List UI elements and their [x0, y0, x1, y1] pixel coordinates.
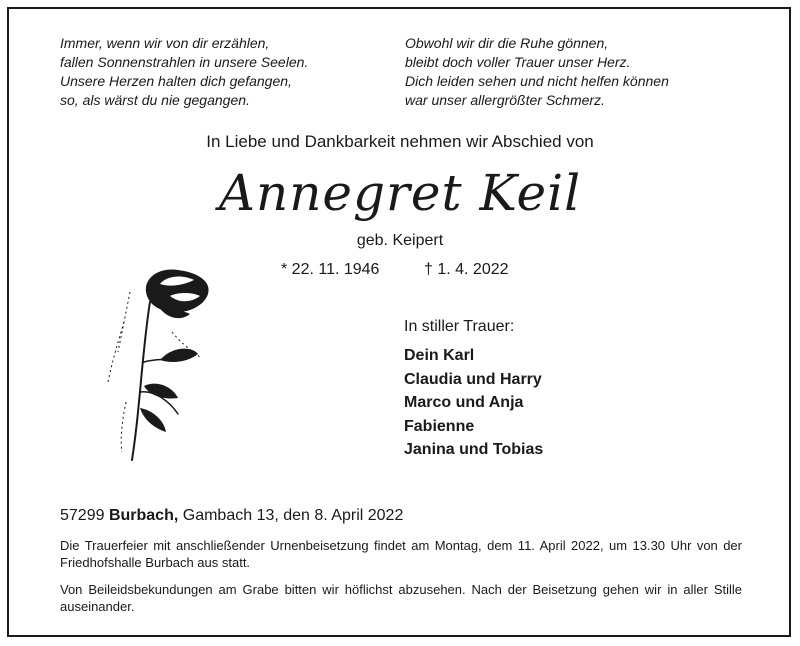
birth-date: * 22. 11. 1946: [281, 261, 380, 278]
deceased-name: Annegret Keil: [218, 164, 582, 222]
poem-line: Dich leiden sehen und nicht helfen können: [405, 73, 669, 89]
mourner: Marco und Anja: [404, 394, 524, 411]
poem-line: Obwohl wir dir die Ruhe gönnen,: [405, 35, 609, 51]
poem-line: fallen Sonnenstrahlen in unsere Seelen.: [60, 54, 309, 70]
poem-line: bleibt doch voller Trauer unser Herz.: [405, 54, 631, 70]
intro-text: In Liebe und Dankbarkeit nehmen wir Abschied von: [206, 132, 594, 151]
funeral-info: Die Trauerfeier mit anschließender Urnenbeisetzung findet am Montag, dem 11. April 2022, um 13.30 Uhr von der Friedhofshalle Burbach aus statt.: [60, 538, 742, 570]
mourner: Janina und Tobias: [404, 441, 544, 458]
rose-drawing-icon: [100, 262, 220, 462]
poem-line: so, als wärst du nie gegangen.: [60, 92, 250, 108]
poem-line: Immer, wenn wir von dir erzählen,: [60, 35, 270, 51]
address-date: Gambach 13, den 8. April 2022: [182, 507, 404, 524]
mourners-list: [404, 344, 543, 462]
postcode: 57299: [60, 507, 105, 524]
poem-line: Unsere Herzen halten dich gefangen,: [60, 73, 292, 89]
mourners-label: In stiller Trauer:: [404, 318, 515, 335]
condolence-note: Von Beileidsbekundungen am Grabe bitten wir höflichst abzusehen. Nach der Beisetzung gehen wir in aller Stille auseinander.: [60, 582, 742, 614]
poem-right: [405, 34, 669, 110]
poem-line: war unser allergrößter Schmerz.: [405, 92, 605, 108]
mourner: Claudia und Harry: [404, 370, 542, 388]
place-date-line: [60, 507, 403, 525]
city: Burbach,: [108, 507, 179, 524]
mourner: Dein Karl: [404, 347, 475, 364]
mourner: Fabienne: [404, 417, 475, 435]
birth-name: geb. Keipert: [356, 232, 444, 249]
death-date: † 1. 4. 2022: [424, 261, 509, 278]
poem-left: [60, 34, 308, 110]
